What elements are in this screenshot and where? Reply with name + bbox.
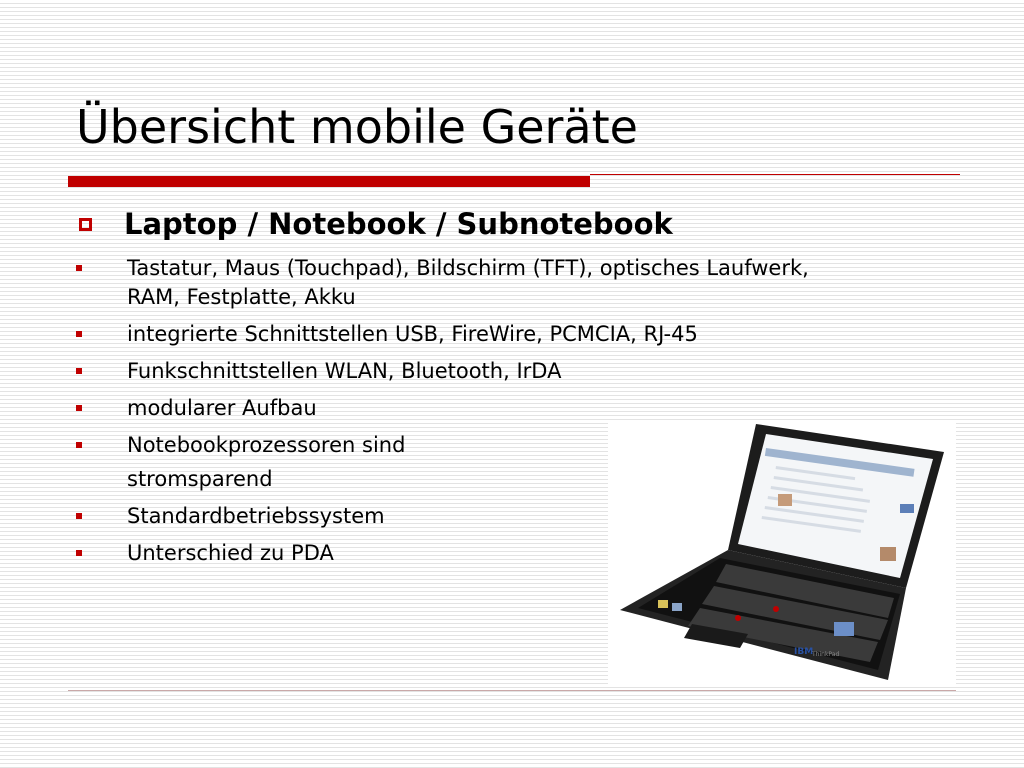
slide-title: Übersicht mobile Geräte — [76, 100, 638, 154]
bottom-rule — [68, 690, 956, 691]
title-rule-red — [68, 176, 590, 187]
square-bullet-icon — [76, 265, 82, 271]
bullet-item — [76, 394, 876, 423]
section-heading — [76, 204, 876, 244]
bullet-item — [76, 357, 876, 386]
square-bullet-icon — [76, 550, 82, 556]
bullet-text: modularer Aufbau — [127, 396, 317, 420]
bullet-item — [76, 320, 876, 349]
title-rule-thin — [590, 174, 960, 175]
bullet-text: Unterschied zu PDA — [127, 541, 334, 565]
bullet-text: Notebookprozessoren sind — [127, 433, 406, 457]
square-bullet-icon — [76, 405, 82, 411]
laptop-brand-label: IBM — [794, 647, 814, 657]
bullet-continuation-text: stromsparend — [127, 467, 273, 491]
laptop-model-label: ThinkPad — [812, 651, 840, 658]
square-bullet-icon — [76, 331, 82, 337]
square-bullet-icon — [76, 368, 82, 374]
laptop-image — [608, 422, 956, 687]
section-heading-text: Laptop / Notebook / Subnotebook — [124, 207, 673, 241]
bullet-text: Tastatur, Maus (Touchpad), Bildschirm (TFT), optisches Laufwerk, RAM, Festplatte, Akku — [127, 256, 809, 309]
square-bullet-icon — [76, 442, 82, 448]
bullet-text: integrierte Schnittstellen USB, FireWire, PCMCIA, RJ-45 — [127, 322, 698, 346]
bullet-item — [76, 254, 847, 312]
bullet-text: Funkschnittstellen WLAN, Bluetooth, IrDA — [127, 359, 562, 383]
hollow-square-bullet-icon — [79, 218, 92, 231]
square-bullet-icon — [76, 513, 82, 519]
bullet-text: Standardbetriebssystem — [127, 504, 385, 528]
laptop-illustration — [608, 422, 956, 687]
